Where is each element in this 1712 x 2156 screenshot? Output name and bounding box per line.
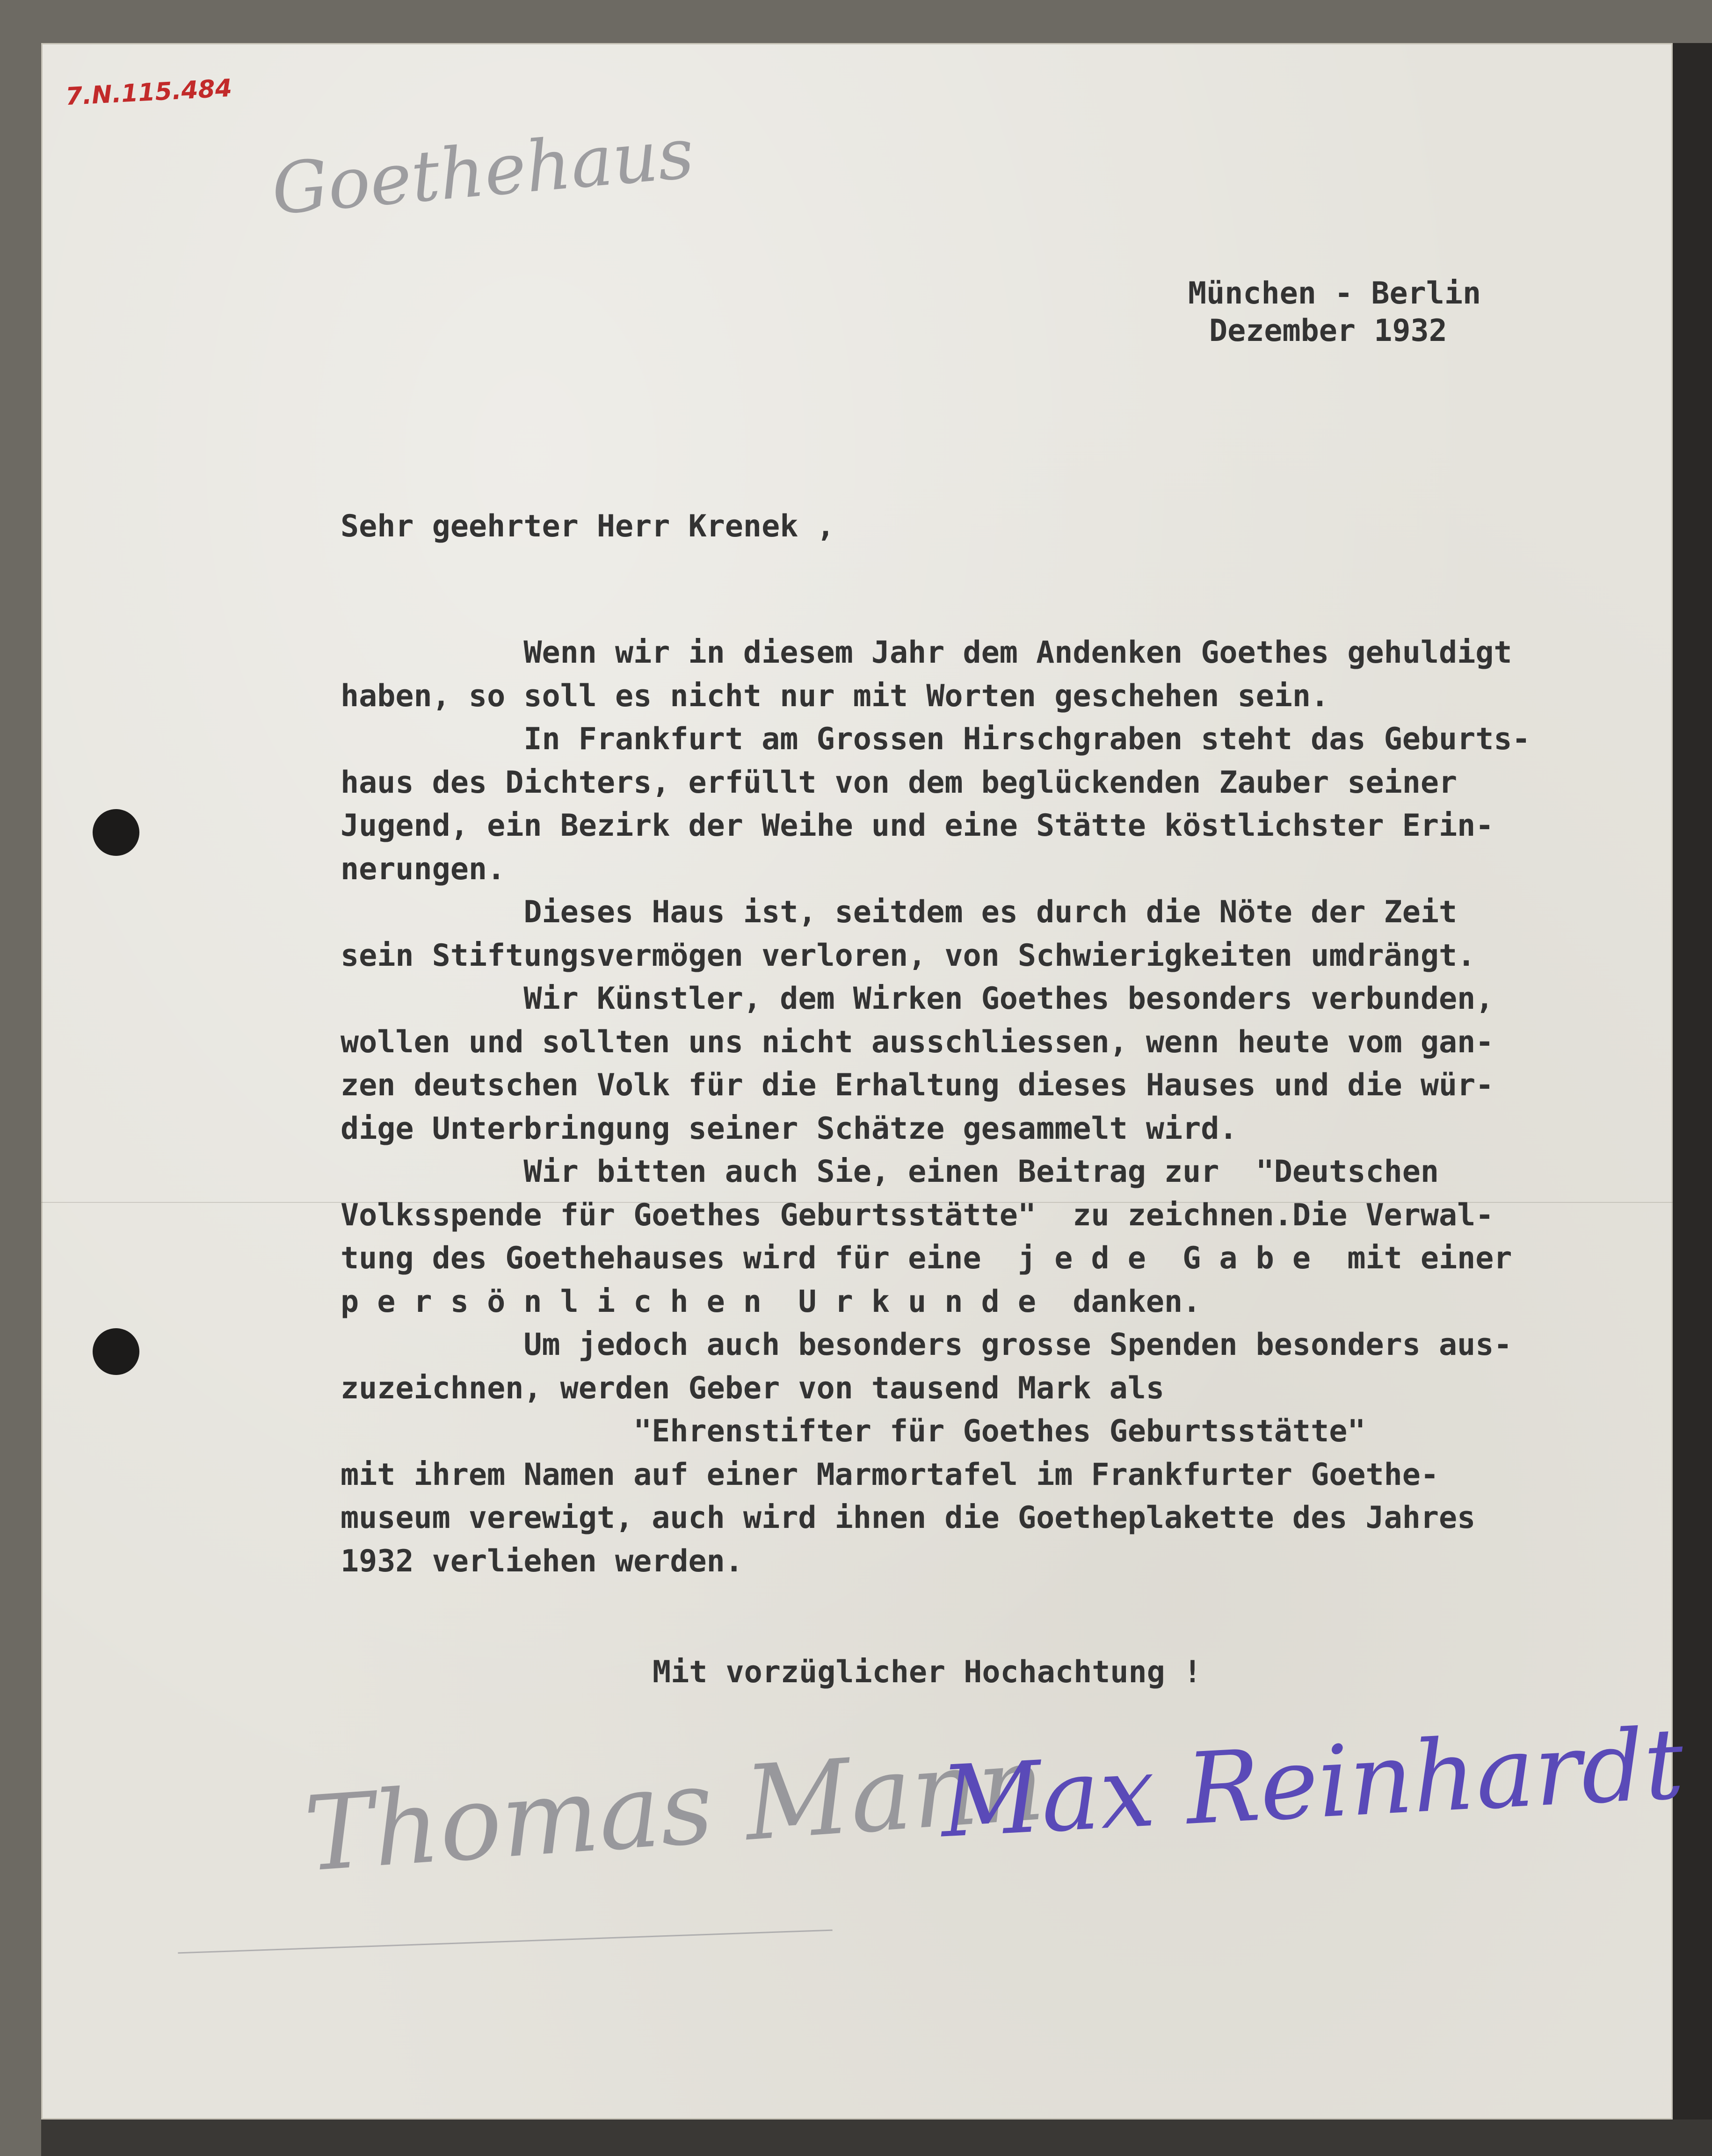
body-line: haben, so soll es nicht nur mit Worten geschehen sein. bbox=[341, 678, 1329, 714]
salutation: Sehr geehrter Herr Krenek , bbox=[341, 509, 835, 544]
handwritten-note: Goethehaus bbox=[268, 112, 697, 231]
body-line: zen deutschen Volk für die Erhaltung dieses Hauses und die wür- bbox=[341, 1068, 1494, 1103]
signature-thomas-mann bbox=[300, 1723, 1048, 1917]
punch-hole-top bbox=[93, 809, 139, 856]
scan-background-bottom bbox=[41, 2120, 1712, 2156]
body-line: haus des Dichters, erfüllt von dem beglückenden Zauber seiner bbox=[341, 765, 1458, 800]
scan-background-right bbox=[1673, 43, 1712, 2156]
body-line: sein Stiftungsvermögen verloren, von Schwierigkeiten umdrängt. bbox=[341, 938, 1476, 973]
body-line: museum verewigt, auch wird ihnen die Goetheplakette des Jahres bbox=[341, 1500, 1476, 1535]
body-line: 1932 verliehen werden. bbox=[341, 1543, 743, 1579]
archive-number: 7.N.115.484 bbox=[65, 74, 233, 111]
signature-thomas-mann-script: Thomas Mann bbox=[300, 1723, 1048, 1895]
body-line: Volksspende für Goethes Geburtsstätte" zu zeichnen.Die Verwal- bbox=[341, 1197, 1494, 1233]
body-line: Wir bitten auch Sie, einen Beitrag zur "Deutschen bbox=[341, 1154, 1439, 1189]
body-line: Wir Künstler, dem Wirken Goethes besonders verbunden, bbox=[341, 981, 1494, 1016]
body-line: wollen und sollten uns nicht ausschliessen, wenn heute vom gan- bbox=[341, 1024, 1494, 1060]
body-line: zuzeichnen, werden Geber von tausend Mark als bbox=[341, 1370, 1164, 1406]
body-line: Jugend, ein Bezirk der Weihe und eine Stätte köstlichster Erin- bbox=[341, 808, 1494, 843]
body-line: "Ehrenstifter für Goethes Geburtsstätte" bbox=[341, 1414, 1366, 1449]
punch-hole-bottom bbox=[93, 1328, 139, 1375]
letter-place: München - Berlin bbox=[1188, 276, 1481, 311]
body-line: dige Unterbringung seiner Schätze gesammelt wird. bbox=[341, 1111, 1238, 1146]
body-line: Dieses Haus ist, seitdem es durch die Nöte der Zeit bbox=[341, 895, 1458, 930]
closing-phrase: Mit vorzüglicher Hochachtung ! bbox=[653, 1655, 1202, 1690]
letter-date: Dezember 1932 bbox=[1209, 313, 1447, 348]
letter-body bbox=[341, 631, 1594, 1583]
body-line: In Frankfurt am Grossen Hirschgraben steht das Geburts- bbox=[341, 722, 1531, 757]
signature-max-reinhardt: Max Reinhardt bbox=[937, 1706, 1687, 1860]
body-line: nerungen. bbox=[341, 851, 506, 887]
body-line: p e r s ö n l i c h e n U r k u n d e danken. bbox=[341, 1284, 1201, 1319]
body-line: tung des Goethehauses wird für eine j e d e G a b e mit einer bbox=[341, 1241, 1512, 1276]
body-line: Wenn wir in diesem Jahr dem Andenken Goethes gehuldigt bbox=[341, 635, 1512, 670]
body-line: Um jedoch auch besonders grosse Spenden besonders aus- bbox=[341, 1327, 1512, 1362]
body-line: mit ihrem Namen auf einer Marmortafel im Frankfurter Goethe- bbox=[341, 1457, 1439, 1492]
